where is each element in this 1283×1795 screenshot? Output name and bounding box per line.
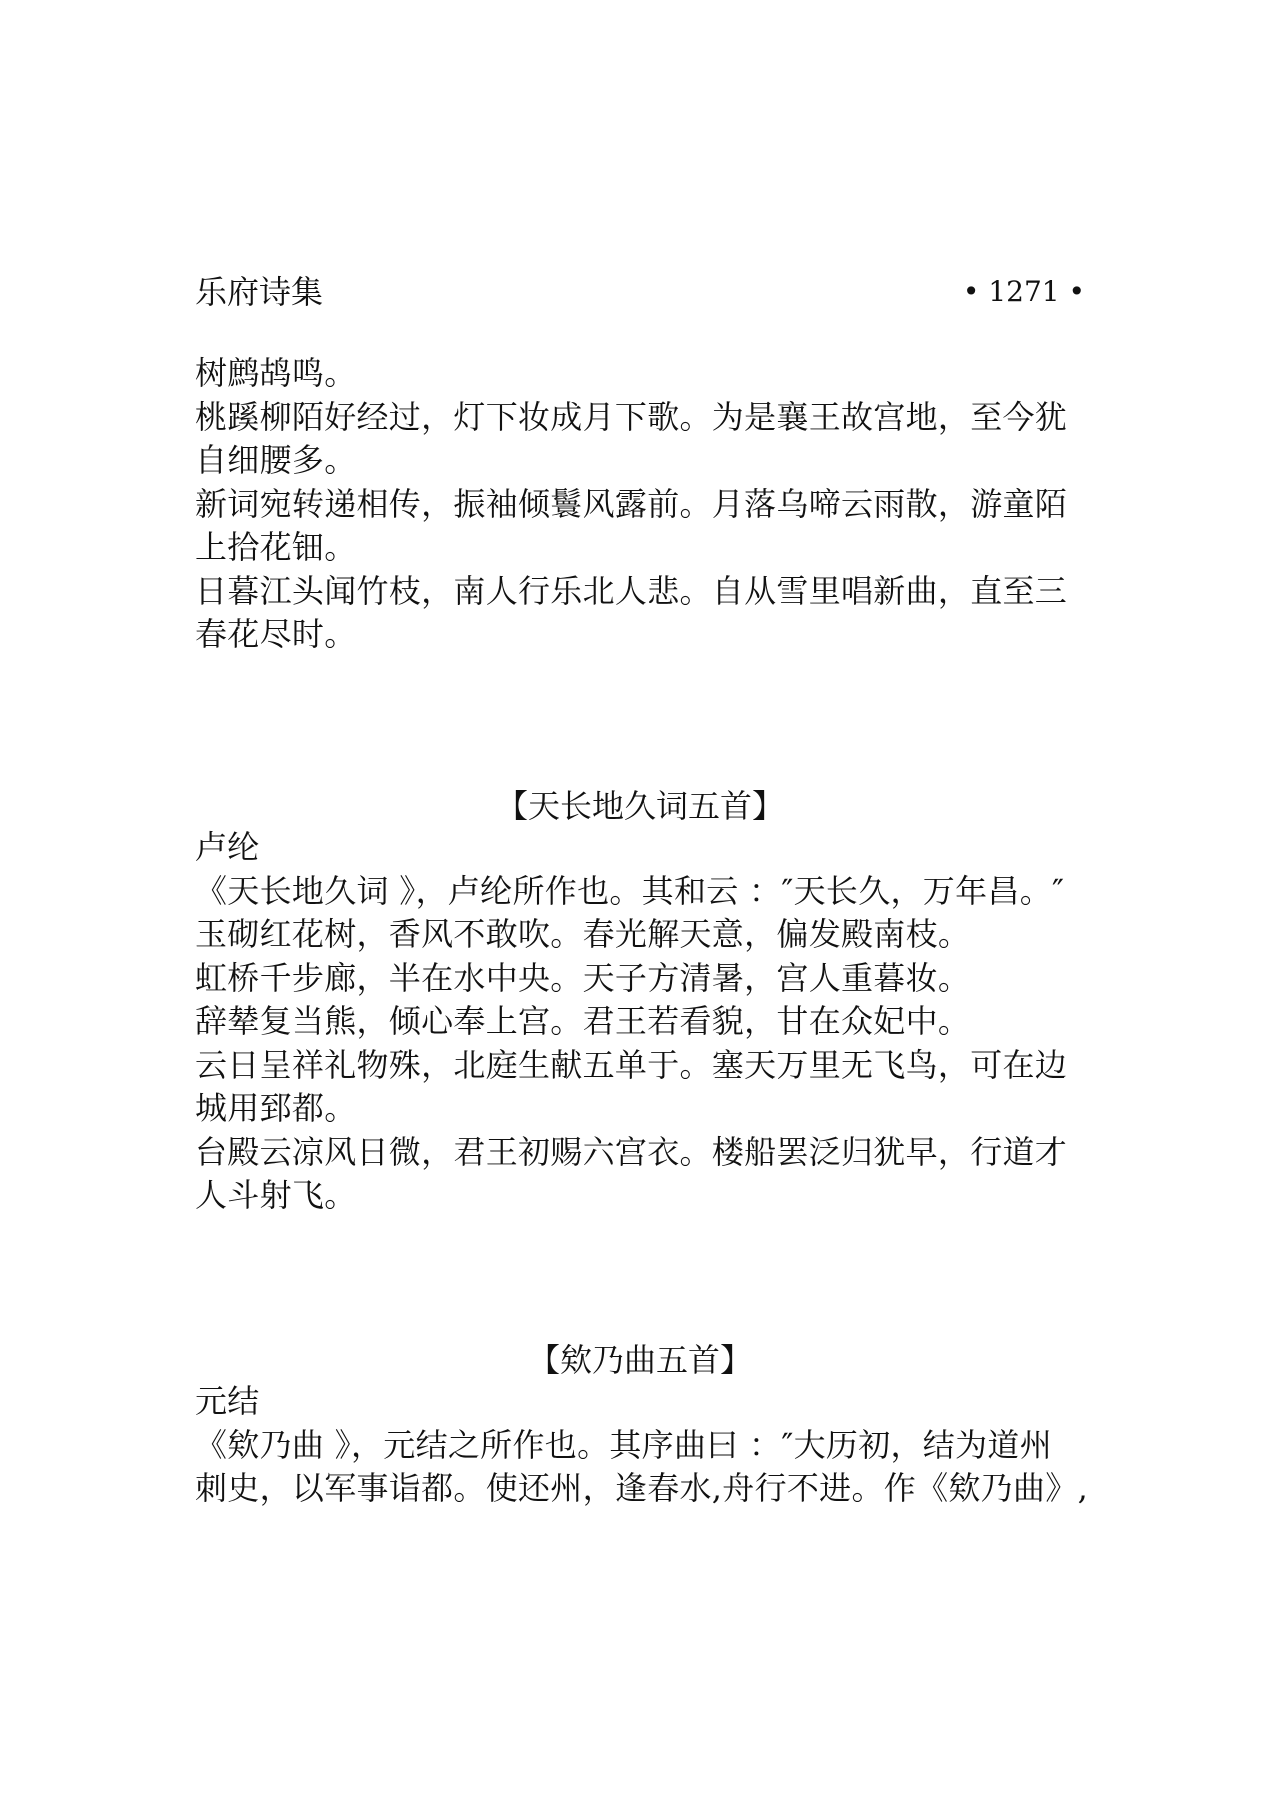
text-line: 桃蹊柳陌好经过，灯下妆成月下歌。为是襄王故宫地，至今犹 [195, 397, 1068, 436]
page-header [195, 268, 1085, 316]
text-line: 上拾花钿。 [195, 528, 357, 566]
text-line: 《天长地久词 》，卢纶所作也。其和云 ：″天长久，万年昌。″ [195, 871, 1065, 910]
poem-continuation [195, 352, 1095, 657]
text-line: 玉砌红花树，香风不敢吹。春光解天意，偏发殿南枝。 [195, 915, 971, 953]
text-line: 虹桥千步廊，半在水中央。天子方清暑，宫人重暮妆。 [195, 958, 971, 997]
author-line: 元结 [195, 1382, 260, 1420]
text-line: 刺史，以军事诣都。使还州，逢春水,舟行不进。作《欸乃曲》, [195, 1469, 1089, 1507]
text-line: 日暮江头闻竹枝，南人行乐北人悲。自从雪里唱新曲，直至三 [195, 571, 1068, 610]
section-heading: 【天长地久词五首】 [495, 787, 784, 825]
text-line: 《欸乃曲 》，元结之所作也。其序曲曰 ：″大历初，结为道州 [195, 1425, 1052, 1464]
text-line: 自细腰多。 [195, 441, 357, 479]
text-line: 新词宛转递相传，振袖倾鬟风露前。月落乌啼云雨散，游童陌 [195, 484, 1068, 523]
section-heading: 【欸乃曲五首】 [527, 1341, 752, 1379]
poem-section [195, 1380, 1095, 1511]
poem-section [195, 826, 1095, 1218]
text-line: 城用郅都。 [195, 1089, 357, 1127]
text-line: 台殿云凉风日微，君王初赐六宫衣。楼船罢泛归犹早，行道才 [195, 1132, 1068, 1171]
page-number: • 1271 • [962, 275, 1085, 308]
author-line: 卢纶 [195, 828, 260, 866]
text-line: 辞辇复当熊，倾心奉上宫。君王若看貌，甘在众妃中。 [195, 1002, 971, 1040]
text-line: 春花尽时。 [195, 615, 357, 653]
text-line: 人斗射飞。 [195, 1176, 357, 1214]
text-line: 树鹧鸪鸣。 [195, 354, 357, 392]
text-line: 云日呈祥礼物殊，北庭生献五单于。塞天万里无飞鸟，可在边 [195, 1045, 1068, 1084]
book-title: 乐府诗集 [195, 273, 324, 311]
